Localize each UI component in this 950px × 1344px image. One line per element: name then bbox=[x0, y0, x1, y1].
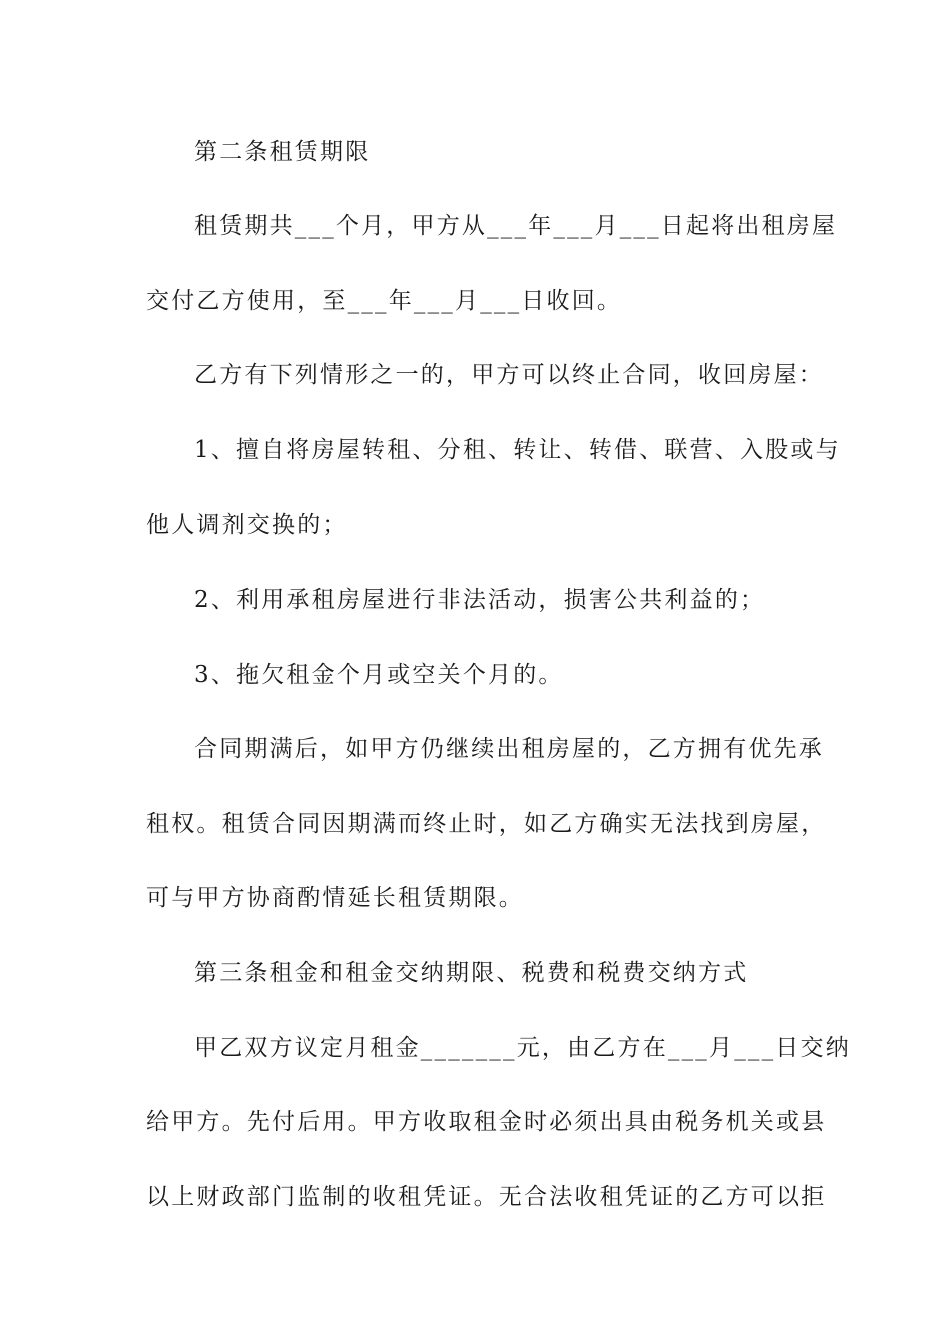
paragraph-line: 租权。租赁合同因期满而终止时，如乙方确实无法找到房屋， bbox=[146, 811, 827, 837]
paragraph-line: 合同期满后，如甲方仍继续出租房屋的，乙方拥有优先承 bbox=[194, 736, 824, 762]
list-item-1-continued: 他人调剂交换的； bbox=[146, 512, 348, 538]
paragraph-line: 乙方有下列情形之一的，甲方可以终止合同，收回房屋： bbox=[194, 362, 824, 388]
paragraph-line: 可与甲方协商酌情延长租赁期限。 bbox=[146, 885, 524, 911]
list-item-1: 1、擅自将房屋转租、分租、转让、转借、联营、入股或与 bbox=[194, 437, 841, 463]
paragraph-line: 交付乙方使用，至___年___月___日收回。 bbox=[146, 288, 623, 314]
section-heading-rent-and-tax: 第三条租金和租金交纳期限、税费和税费交纳方式 bbox=[194, 960, 749, 986]
list-item-2: 2、利用承租房屋进行非法活动，损害公共利益的； bbox=[194, 587, 766, 613]
paragraph-line: 以上财政部门监制的收租凭证。无合法收租凭证的乙方可以拒 bbox=[146, 1184, 827, 1210]
section-heading-lease-term: 第二条租赁期限 bbox=[194, 139, 371, 165]
paragraph-line: 租赁期共___个月，甲方从___年___月___日起将出租房屋 bbox=[194, 213, 838, 239]
paragraph-line: 给甲方。先付后用。甲方收取租金时必须出具由税务机关或县 bbox=[146, 1109, 827, 1135]
paragraph-line: 甲乙双方议定月租金_______元，由乙方在___月___日交纳 bbox=[194, 1035, 851, 1061]
list-item-3: 3、拖欠租金个月或空关个月的。 bbox=[194, 662, 564, 688]
